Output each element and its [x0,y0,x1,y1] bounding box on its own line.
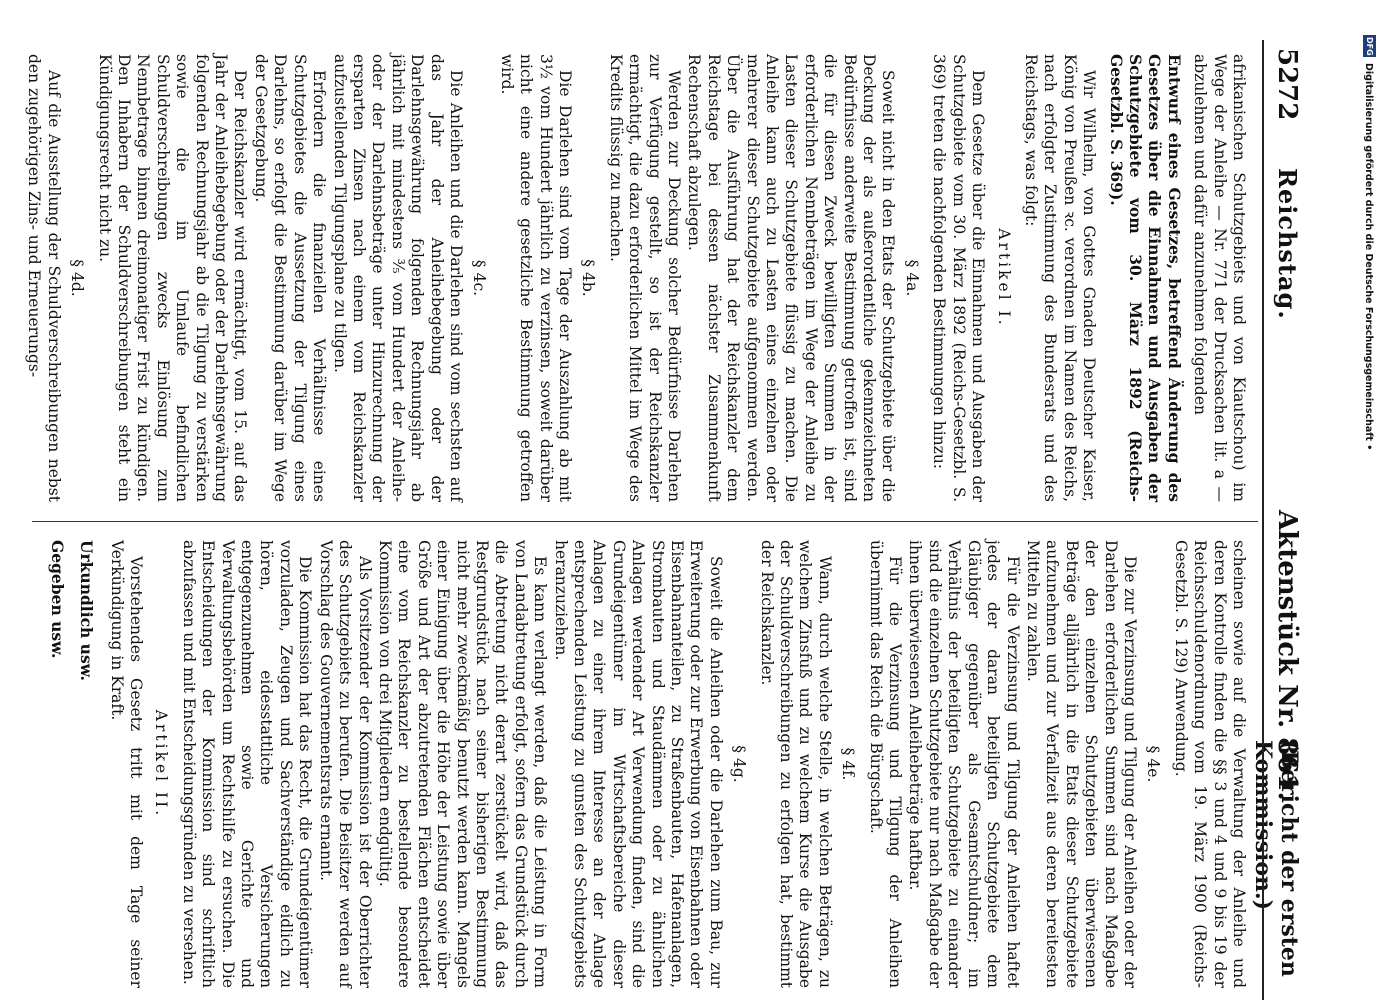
page-header [1250,40,1310,1000]
paragraph: Auf die Ausstellung der Schuldverschreibungen nebst den zugehörigen Zins- und Erneuerungs- [25,54,63,502]
report-title: (Bericht der ersten Kommission.) [1250,740,1302,977]
header-rule [1262,40,1264,1000]
section-heading: § 4f. [839,747,858,781]
article-heading: Artikel II. [152,709,171,819]
paragraph: Für die Verzinsung und Tilgung der Anleihen haftet jedes der daran beteiligten Schutzgebiete dem Gläubiger gegenüber als Gesamtschuldner; im Verhältnis der beteiligten Schutzgebiete zu einander sind die einzelnen Schutzgebiete nur nach Maßgabe der ihnen überwiesenen Anleihebeträge haftbar. [906,540,1022,988]
paragraph: Wann, durch welche Stelle, in welchen Beträgen, zu welchem Zinsfuß und zu welchem Kurse die Ausgabe der Schuldverschreibungen zu erfolgen hat, bestimmt der Reichskanzler. [757,540,834,988]
section-heading: § 4b. [579,259,598,297]
closing-line: Gegeben usw. [47,540,67,659]
section-heading: § 4d. [68,259,87,297]
document-page [10,40,1310,1000]
paragraph: Der Reichskanzler wird ermächtigt, vom 15. auf das Jahr der Anleihebegebung oder der Darlehnsgewährung folgenden Rechnungsjahr ab die Tilgung zu verstärken sowie die im Umlaufe befindlichen Schuldverschreibungen zwecks Einlösung zum Nennbetrage binnen dreimonatiger Frist zu kündigen. Den Inhabern der Schuldverschreibungen steht ein Kündigungsrecht nicht zu. [95,54,250,502]
section-heading: § 4a. [902,259,921,297]
paragraph: Es kann verlangt werden, daß die Leistung in Form von Landabtretung erfolgt, sofern das Grundstück durch die Abtretung nicht derart zerstückelt wird, daß das Restgrundstück nach seiner bisherigen Bestimmung nicht mehr zweckmäßig benutzt werden kann. Mangels einer Einigung über die Höhe der Leistung sowie über Größe und Art der abzutretenden Flächen entscheidet eine vom Reichskanzler zu bestellende besondere Kommission von drei Mitgliedern endgültig. [375,540,550,988]
paragraph: Als Vorsitzender der Kommission ist der Oberrichter des Schutzgebiets zu berufen. Die Beisitzer werden auf Vorschlag des Gouvernementsrats ernannt. [316,540,374,988]
article-heading: Artikel I. [994,228,1013,328]
dfg-logo: DFG [1365,36,1374,56]
paragraph: Dem Gesetze über die Einnahmen und Ausgaben der Schutzgebiete vom 30. März 1892 (Reichs-Gesetzbl. S. 369) treten die nachfolgenden Bestimmungen hinzu: [930,54,988,502]
closing-line: Urkundlich usw. [77,540,97,681]
section-heading: § 4e. [1144,745,1163,783]
left-column [25,54,1248,502]
paragraph: Soweit die Anleihen oder die Darlehen zum Bau, zur Erweiterung oder zur Erwerbung von Eisenbahnen oder Eisenbahnanteilen, zu Straßenbauten, Hafenanlagen, Strombauten und Staudämmen oder zu ähnlichen Anlagen werdender Art Verwendung finden, sind die Grundeigentümer im Wirtschaftsbereiche dieser Anlagen zu einer ihrem Interesse an der Anlage entsprechenden Leistung zu gunsten des Schutzgebiets heranzuziehen. [551,540,725,988]
right-column [38,540,1248,988]
running-title: Reichstag. [1273,168,1302,320]
paragraph: Wir Wilhelm, von Gottes Gnaden Deutscher Kaiser, König von Preußen ꝛc. verordnen im Namen des Reichs, nach erfolgter Zustimmung des Bundesrats und des Reichstags, was folgt: [1021,54,1099,502]
paragraph: Werden zur Deckung solcher Bedürfnisse Darlehen zur Verfügung gestellt, so ist der Reichskanzler ermächtigt, die dazu erforderlichen Mittel im Wege des Kredits flüssig zu machen. [606,54,684,502]
paragraph: Die Darlehen sind vom Tage der Auszahlung ab mit 3½ vom Hundert jährlich zu verzinsen, soweit darüber nicht eine andere gesetzliche Bestimmung getroffen wird. [497,54,574,502]
bill-title: Entwurf eines Gesetzes, betreffend Änderung des Gesetzes über die Einnahmen und Ausgaben der Schutzgebiete vom 30. März 1892 (Reichs-Gesetzbl. S. 369). [1106,54,1184,502]
section-heading: § 4g. [730,745,749,783]
paragraph: Vorstehendes Gesetz tritt mit dem Tage seiner Verkündigung in Kraft. [107,540,146,988]
funding-credit: Digitalisierung gefördert durch die Deutsche Forschungsgemeinschaft • [1363,63,1374,451]
paragraph: Für die Verzinsung und Tilgung der Anleihen übernimmt das Reich die Bürgschaft. [866,540,905,988]
section-heading: § 4c. [470,259,489,297]
paragraph: Soweit nicht in den Etats der Schutzgebiete über die Deckung der als außerordentliche gekennzeichneten Bedürfnisse anderweite Bestimmung getroffen ist, sind die für diesen Zweck bewilligten Summen in der erforderlichen Nennbeträgen im Wege der Anleihe zu Lasten dieser Schutzgebiete flüssig zu machen. Die Anleihe kann auch zu Lasten eines einzelnen oder mehrerer dieser Schutzgebiete aufgenommen werden. Über die Ausführung hat der Reichskanzler dem Reichstage bei dessen nächster Zusammenkunft Rechenschaft abzulegen. [685,54,898,502]
paragraph: Die Anleihen und die Darlehen sind vom sechsten auf das Jahr der Anleihebegebung oder der Darlehnsgewährung folgenden Rechnungsjahr ab jährlich mit mindestens ³⁄₅ vom Hundert der Anleihe- oder der Darlehnsbeträge unter Hinzurechnung der ersparten Zinsen nach einem vom Reichskanzler aufzustellenden Tilgungsplane zu tilgen. [330,54,465,502]
page-number: 5272 [1272,48,1302,121]
paragraph: Die Kommission hat das Recht, die Grundeigentümer vorzuladen, Zeugen und Sachverständige eidlich zu hören, eidesstattliche Versicherungen entgegenzunehmen sowie Gerichte und Verwaltungsbehörden um Rechtshilfe zu ersuchen. Die Entscheidungen der Kommission sind schriftlich abzufassen und mit Entscheidungsgründen zu versehen. [179,540,315,988]
column-separator [32,521,1258,522]
side-credit [1363,35,1377,965]
paragraph: scheinen sowie auf die Verwaltung der Anleihe und deren Kontrolle finden die §§ 3 und 4 und 9 bis 19 der Reichsschuldenordnung vom 19. März 1900 (Reichs-Gesetzbl. S. 129) Anwendung. [1171,540,1248,988]
paragraph: afrikanischen Schutzgebiets und von Kiautschou) im Wege der Anleihe — Nr. 771 der Drucksachen lit. a — abzulehnen und dafür anzunehmen folgenden [1191,54,1248,502]
document-number: Aktenstück Nr. 861. [1272,510,1302,801]
paragraph: Die zur Verzinsung und Tilgung der Anleihen oder der Darlehen erforderlichen Summen sind nach Maßgabe der den einzelnen Schutzgebieten überwiesenen Beträge alljährlich in die Etats dieser Schutzgebiete aufzunehmen und zur Verfallzeit aus deren bereitesten Mitteln zu zahlen. [1023,540,1139,988]
paragraph: Erfordern die finanziellen Verhältnisse eines Schutzgebietes die Aussetzung der Tilgung eines Darlehns, so erfolgt die Bestimmung darüber im Wege der Gesetzgebung. [251,54,329,502]
